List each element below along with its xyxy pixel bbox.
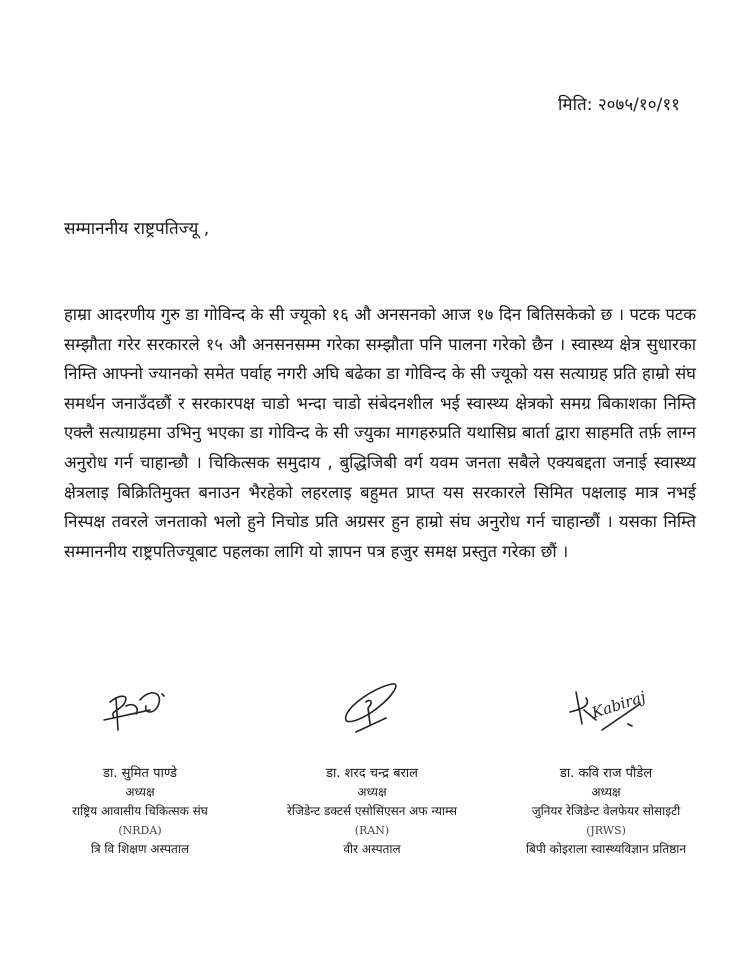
handwritten-signature [546,680,666,742]
signatory-abbreviation: (JRWS) [586,824,626,837]
signature-text: Kabiraj [589,687,648,722]
signatory-institution: बिपी कोइराला स्वास्थ्यविज्ञान प्रतिष्ठान [525,842,687,856]
signatory-block [252,680,492,859]
signatory-block [20,680,260,859]
signatory-organization: रेजिडेन्ट डक्टर्स एसोसिएसन अफ न्याम्स [286,804,458,818]
signatory-title: अध्यक्ष [591,785,621,799]
signatory-institution: वीर अस्पताल [343,842,401,856]
signatory-organization: जुनियर रेजिडेन्ट वेलफेयर सोसाइटी [531,804,681,818]
salutation: सम्माननीय राष्ट्रपतिज्यू , [64,219,210,239]
signatory-name: डा. कवि राज पौडेल [559,766,653,781]
signatory-block [486,680,726,859]
letter-date: मिति: २०७५/१०/११ [558,95,680,115]
signatory-abbreviation: (RAN) [354,824,390,837]
signatory-institution: त्रि वि शिक्षण अस्पताल [90,842,190,856]
handwritten-signature [312,680,432,742]
signatory-organization: राष्ट्रिय आवासीय चिकित्सक संघ [72,804,208,818]
signatory-title: अध्यक्ष [125,785,155,799]
signatory-abbreviation: (NRDA) [118,824,162,837]
signatory-title: अध्यक्ष [357,785,387,799]
letter-body: हाम्रा आदरणीय गुरु डा गोविन्द के सी ज्यूको १६ औ अनसनको आज १७ दिन बितिसकेको छ । पटक पटक सम्झौता गरेर सरकारले १५ औ अनसनसम्म गरेका सम्झौता पनि पालना गरेको छैन । स्वास्थ्य क्षेत्र सुधारका निम्ति आफ्नो ज्यानको समेत पर्वाह नगरी अघि बढेका डा गोविन्द के सी ज्यूको यस सत्याग्रह प्रति हाम्रो संघ समर्थन जनाउँदछौं र सरकारपक्ष चाडो भन्दा चाडो संबेदनशील भई स्वास्थ्य क्षेत्रको समग्र बिकाशका निम्ति एक्लै सत्याग्रहमा उभिनु भएका डा गोविन्द के सी ज्युका मागहरुप्रति यथासिघ्र बार्ता द्वारा साहमति तर्फ़ लाग्न अनुरोध गर्न चाहान्छौ । चिकित्सक समुदाय , बुद्धिजिबी वर्ग यवम जनता सबैले एक्यबद्दता जनाई स्वास्थ्य क्षेत्रलाइ बिक्रितिमुक्त बनाउन भैरहेको लहरलाइ बहुमत प्राप्त यस सरकारले सिमित पक्षलाइ मात्र नभई निस्पक्ष तवरले जनताको भलो हुने निचोड प्रति अग्रसर हुन हाम्रो संघ अनुरोध गर्न चाहान्छौं । यसका निम्ति सम्माननीय राष्ट्रपतिज्यूबाट पहलका लागि यो ज्ञापन पत्र हजुर समक्ष प्रस्तुत गरेका छौं । [64,305,696,561]
signatory-name: डा. शरद चन्द्र बराल [325,766,418,781]
signatory-name: डा. सुमित पाण्डे [103,766,177,781]
handwritten-signature [80,680,200,742]
